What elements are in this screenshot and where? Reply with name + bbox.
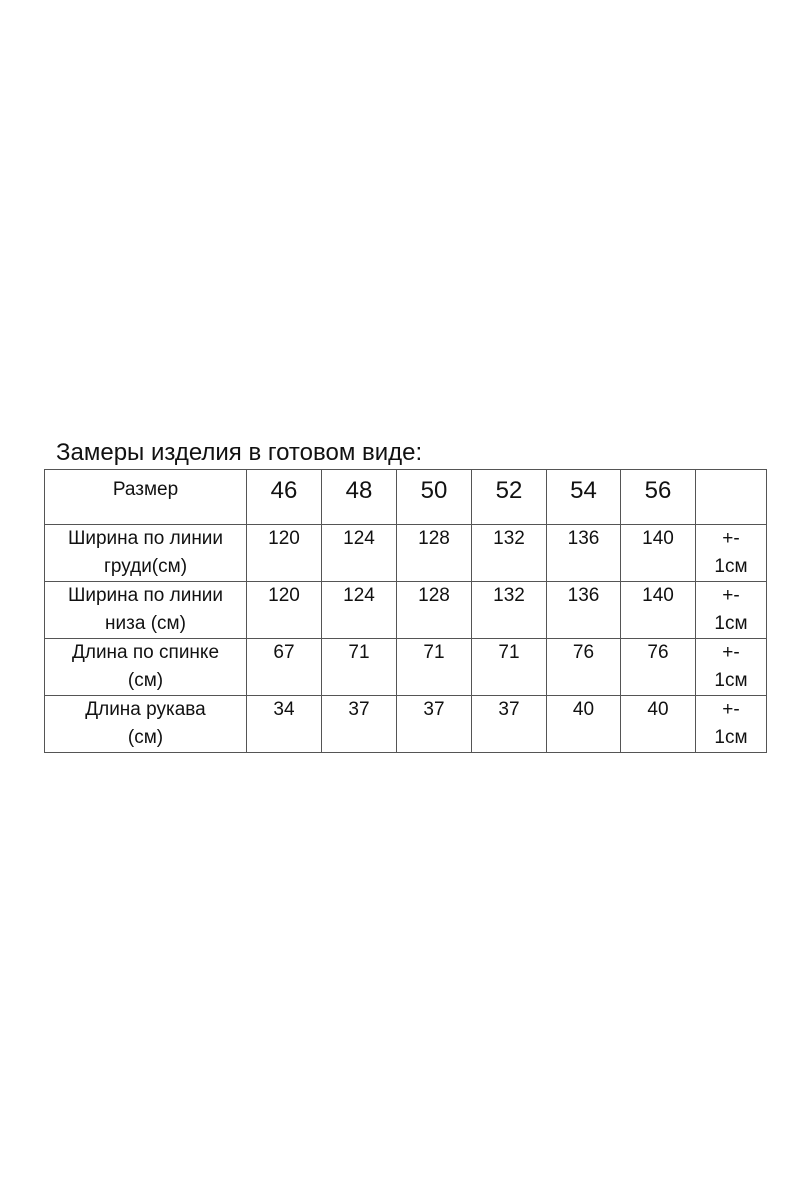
table-cell: 76: [621, 639, 696, 696]
table-cell: 40: [621, 696, 696, 753]
table-cell: 71: [322, 639, 397, 696]
size-column-header: 48: [322, 470, 397, 525]
table-cell: 71: [397, 639, 472, 696]
row-label: [45, 696, 247, 753]
tolerance-sign: +-: [722, 528, 740, 549]
row-label-line: Ширина по линии: [67, 528, 224, 549]
row-label: [45, 582, 247, 639]
table-cell: 37: [322, 696, 397, 753]
row-label-line: низа (см): [105, 613, 186, 634]
row-label: [45, 639, 247, 696]
table-row: [45, 639, 767, 696]
tolerance-value: 1см: [714, 670, 748, 691]
table-cell: 76: [547, 639, 621, 696]
table-cell: 67: [247, 639, 322, 696]
table-cell: 128: [397, 582, 472, 639]
table-cell: 37: [472, 696, 547, 753]
table-cell: 37: [397, 696, 472, 753]
row-label: [45, 525, 247, 582]
table-cell: 40: [547, 696, 621, 753]
tolerance-value: 1см: [714, 613, 748, 634]
row-label-line: Длина по спинке: [71, 642, 220, 663]
tolerance-sign: +-: [722, 699, 740, 720]
size-column-header: 52: [472, 470, 547, 525]
table-cell: 124: [322, 525, 397, 582]
tolerance-sign: +-: [722, 642, 740, 663]
row-label-line: (см): [127, 670, 164, 691]
table-cell: 136: [547, 525, 621, 582]
table-cell: 128: [397, 525, 472, 582]
table-row: [45, 582, 767, 639]
row-label-line: груди(см): [103, 556, 188, 577]
size-chart-table: [44, 469, 767, 753]
size-column-header: 56: [621, 470, 696, 525]
table-row: [45, 696, 767, 753]
row-label-line: Длина рукава: [85, 699, 206, 720]
tolerance-cell: [696, 696, 767, 753]
tolerance-column-header: [696, 470, 767, 525]
table-cell: 34: [247, 696, 322, 753]
tolerance-value: 1см: [714, 727, 748, 748]
table-row: [45, 525, 767, 582]
table-cell: 120: [247, 582, 322, 639]
table-cell: 140: [621, 525, 696, 582]
tolerance-sign: +-: [722, 585, 740, 606]
tolerance-cell: [696, 582, 767, 639]
size-column-header: 50: [397, 470, 472, 525]
page-title: Замеры изделия в готовом виде:: [56, 439, 423, 466]
row-label-line: Ширина по линии: [67, 585, 224, 606]
tolerance-value: 1см: [714, 556, 748, 577]
table-cell: 132: [472, 525, 547, 582]
table-cell: 132: [472, 582, 547, 639]
table-cell: 71: [472, 639, 547, 696]
size-column-header: 46: [247, 470, 322, 525]
header-size-label: Размер: [45, 470, 247, 525]
table-cell: 124: [322, 582, 397, 639]
size-column-header: 54: [547, 470, 621, 525]
table-cell: 120: [247, 525, 322, 582]
tolerance-cell: [696, 525, 767, 582]
row-label-line: (см): [127, 727, 164, 748]
table-cell: 140: [621, 582, 696, 639]
table-cell: 136: [547, 582, 621, 639]
tolerance-cell: [696, 639, 767, 696]
table-header-row: [45, 470, 767, 525]
